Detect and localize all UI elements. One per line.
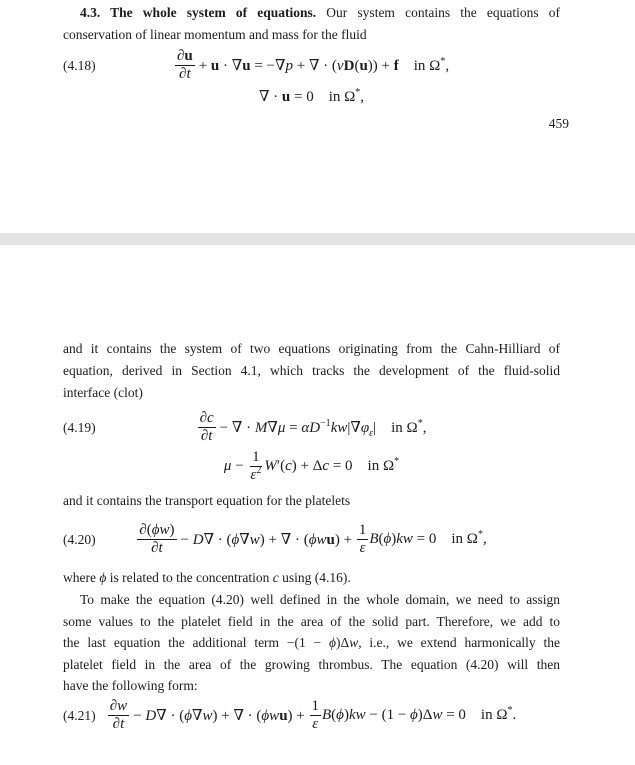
paragraph-line: 4.3. The whole system of equations. Our system contains the equations of xyxy=(80,5,560,20)
math-expression: − D∇ · (ϕ∇w) + ∇ · (ϕwu) + xyxy=(130,708,309,725)
equation-line xyxy=(63,410,560,446)
paragraph-line: and it contains the system of two equations originating from the Cahn-Hilliard of xyxy=(63,341,560,356)
display-equation-4-18 xyxy=(63,48,560,106)
math-expression: μ − xyxy=(223,457,248,474)
equation-line xyxy=(63,522,560,558)
fraction-numerator: ∂c xyxy=(198,410,216,428)
section-heading-paragraph xyxy=(63,2,560,46)
fraction xyxy=(137,522,176,558)
equation-line xyxy=(63,48,560,84)
fraction-denominator: ∂t xyxy=(151,540,163,557)
math-expression: B(ϕ)kw − (1 − ϕ)Δw = 0 in Ω*. xyxy=(322,705,517,724)
equation-line xyxy=(63,698,560,734)
fraction-numerator: ∂(ϕw) xyxy=(137,522,176,540)
fraction-denominator: ε xyxy=(312,716,319,733)
fraction xyxy=(310,698,322,734)
fraction xyxy=(357,522,369,558)
paragraph-line: interface (clot) xyxy=(63,385,143,400)
math-expression: − D∇ · (ϕ∇w) + ∇ · (ϕwu) + xyxy=(177,532,356,549)
fraction-numerator: ∂u xyxy=(175,48,195,66)
fraction-numerator: 1 xyxy=(310,698,322,716)
paragraph-line: the last equation the additional term −(1 − ϕ)Δw, i.e., we extend harmonically the xyxy=(63,635,560,650)
fraction-numerator: 1 xyxy=(250,449,262,467)
equation-line xyxy=(63,449,560,485)
equation-number-label: (4.19) xyxy=(63,420,96,435)
fraction-denominator: $\varepsilon^2$ xyxy=(250,464,262,483)
display-equation-4-19 xyxy=(63,410,560,484)
paragraph-cahn-hilliard xyxy=(63,338,560,404)
math-expression: B(ϕ)kw = 0 in Ω*, xyxy=(369,529,487,548)
paragraph-transport xyxy=(63,490,560,512)
fraction-denominator: ∂t xyxy=(112,716,125,733)
paragraph-line: where ϕ is related to the concentration c using (4.16). xyxy=(63,570,351,585)
fraction-denominator: ε xyxy=(359,540,366,557)
display-equation-4-21 xyxy=(63,698,560,734)
page-break-separator xyxy=(0,233,635,245)
math-expression: − ∇ · $M\nabla\mu = \alpha D^{-1}kw|\nabla\varphi_\varepsilon|$ in Ω*, xyxy=(216,418,427,440)
page-number: 459 xyxy=(548,116,569,131)
display-equation-4-20 xyxy=(63,522,560,558)
fraction-denominator: ∂t xyxy=(179,66,191,83)
paragraph-line: To make the equation (4.20) well defined in the whole domain, we need to assign xyxy=(80,592,560,607)
fraction xyxy=(175,48,195,84)
fraction xyxy=(198,410,216,446)
paragraph-line: some values to the platelet field in the area of the solid part. Therefore, we add to xyxy=(63,613,560,629)
fraction-numerator: ∂w xyxy=(108,698,129,716)
equation-number-label: (4.21) xyxy=(63,708,96,723)
math-expression: ∇ · u = 0 in Ω*, xyxy=(258,86,365,105)
paragraph-line: have the following form: xyxy=(63,678,198,693)
equation-line xyxy=(63,87,560,106)
paragraph-line: conservation of linear momentum and mass for the fluid xyxy=(63,27,367,42)
paragraph-line: and it contains the transport equation for the platelets xyxy=(63,493,351,508)
equation-number-label: (4.18) xyxy=(63,58,96,73)
fraction-numerator: 1 xyxy=(357,522,369,540)
paragraph-where xyxy=(63,567,560,589)
fraction xyxy=(108,698,129,734)
math-expression: + u · ∇u = −∇p + ∇ · (νD(u)) + f in Ω*, xyxy=(195,56,450,75)
paragraph-line: platelet field in the area of the growing thrombus. The equation (4.20) will then xyxy=(63,656,560,672)
equation-number-label: (4.20) xyxy=(63,532,96,547)
math-expression: W′(c) + Δc = 0 in Ω* xyxy=(264,455,400,474)
fraction xyxy=(248,449,263,485)
fraction-denominator: ∂t xyxy=(200,428,213,445)
paragraph-extend xyxy=(63,589,560,697)
paragraph-line: equation, derived in Section 4.1, which tracks the development of the fluid-solid xyxy=(63,363,560,378)
